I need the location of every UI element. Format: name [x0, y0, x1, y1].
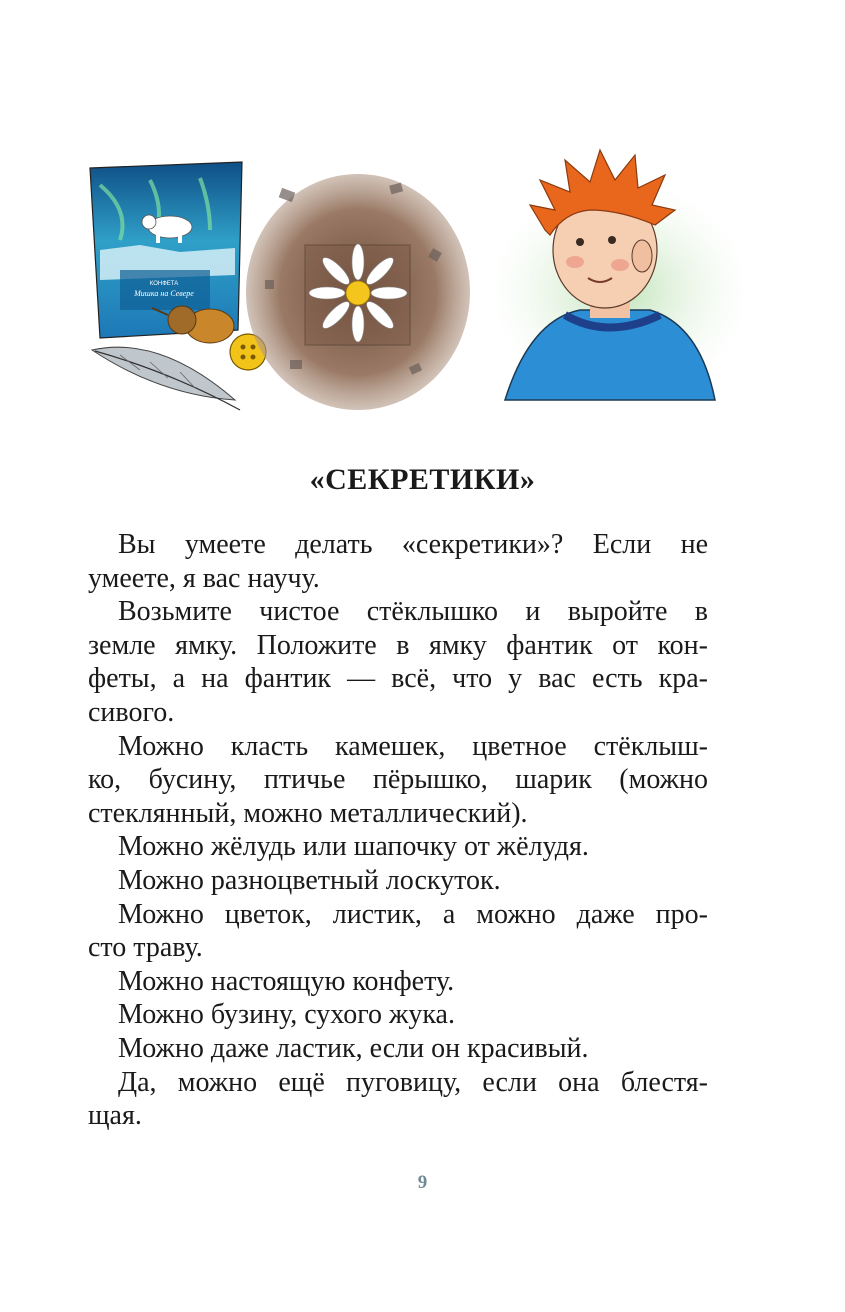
feather-image: [92, 347, 240, 410]
text-line: Можно бузину, сухого жука.: [118, 999, 455, 1031]
daisy-image: [309, 244, 407, 342]
page-number: 9: [417, 1172, 428, 1193]
text-line: умеете, я вас научу.: [88, 562, 320, 594]
story-text: [88, 528, 708, 1133]
text-line: сивого.: [88, 696, 175, 728]
text-line: Можно разноцветный лоскуток.: [118, 864, 501, 896]
boy-image: [490, 150, 750, 400]
text-line: Вы умеете делать «секретики»? Если не: [118, 529, 708, 560]
text-line: земле ямку. Положите в ямку фантик от кон-: [88, 629, 708, 661]
text-line: феты, а на фантик — всё, что у вас есть кра-: [88, 663, 708, 695]
text-line: Можно класть камешек, цветное стёклыш-: [118, 730, 708, 762]
illustration: [60, 110, 750, 460]
text-line: Можно настоящую конфету.: [118, 965, 455, 997]
text-line: ко, бусину, птичье пёрышко, шарик (можно: [88, 764, 708, 796]
text-line: Можно жёлудь или шапочку от жёлудя.: [118, 831, 589, 863]
text-line: Можно цветок, листик, а можно даже про-: [118, 898, 708, 930]
text-line: Да, можно ещё пуговицу, если она блестя-: [118, 1066, 708, 1098]
wrapper-name-text: Мишка на Севере: [134, 289, 194, 298]
text-line: сто траву.: [88, 932, 203, 964]
wrapper-brand-text: КОНФЕТА: [149, 281, 179, 287]
text-line: Можно даже ластик, если он красивый.: [118, 1032, 589, 1064]
text-line: щая.: [88, 1100, 142, 1132]
text-line: стеклянный, можно металлический).: [88, 797, 528, 829]
secret-hole-image: [246, 174, 470, 410]
chapter-title: «СЕКРЕТИКИ»: [309, 463, 536, 496]
text-line: Возьмите чистое стёклышко и выройте в: [118, 596, 708, 628]
